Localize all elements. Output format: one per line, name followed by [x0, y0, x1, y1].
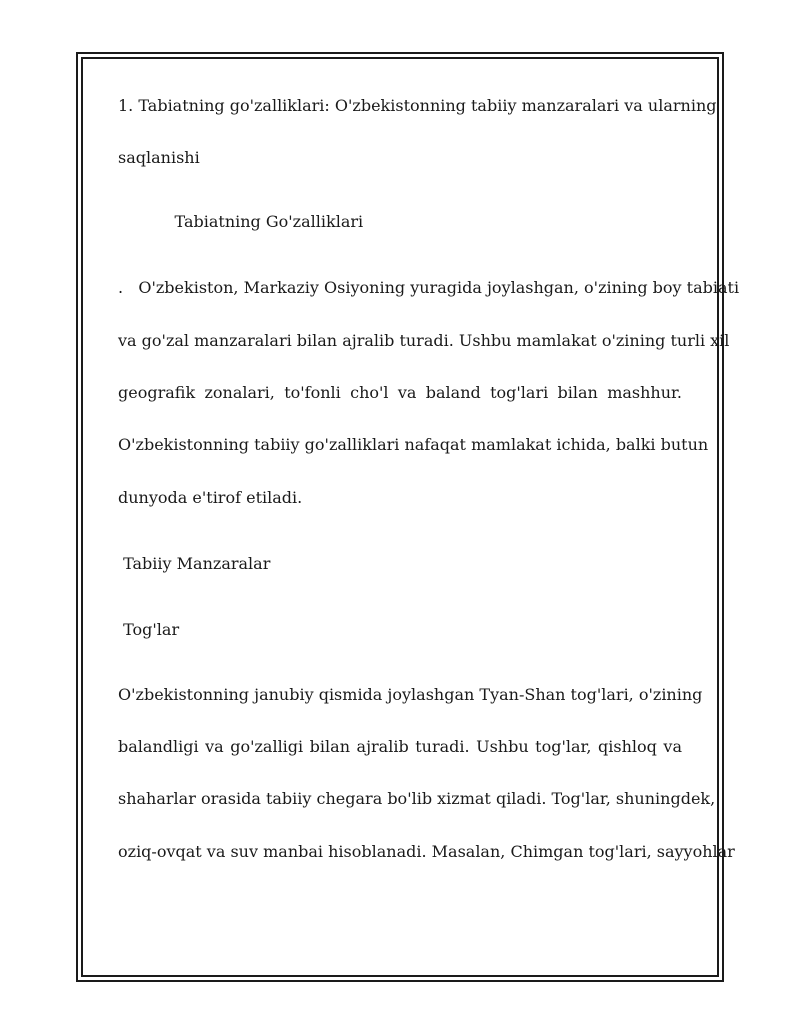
subsection-heading-toglar: Tog'lar [118, 620, 180, 639]
paragraph-2-line-2: balandligi va go'zalligi bilan ajralib turadi. Ushbu tog'lar, qishloq va [118, 737, 682, 756]
paragraph-1-line-1: . O'zbekiston, Markaziy Osiyoning yuragida joylashgan, o'zining boy tabiati [118, 278, 740, 297]
paragraph-1-line-3: geografik zonalari, to'fonli cho'l va baland tog'lari bilan mashhur. [118, 383, 682, 402]
heading-title-line-2: saqlanishi [118, 148, 200, 167]
paragraph-2-line-1: O'zbekistonning janubiy qismida joylashgan Tyan-Shan tog'lari, o'zining [118, 685, 703, 704]
paragraph-1-line-4: O'zbekistonning tabiiy go'zalliklari nafaqat mamlakat ichida, balki butun [118, 435, 709, 454]
heading-title-line-1: 1. Tabiatning go'zalliklari: O'zbekistonning tabiiy manzaralari va ularning [118, 96, 717, 115]
section-heading-tabiatning-gozalliklari: Tabiatning Go'zalliklari [144, 212, 364, 231]
paragraph-2-line-4: oziq-ovqat va suv manbai hisoblanadi. Masalan, Chimgan tog'lari, sayyohlar [118, 842, 735, 861]
paragraph-1-line-5: dunyoda e'tirof etiladi. [118, 488, 303, 507]
paragraph-2-line-3: shaharlar orasida tabiiy chegara bo'lib xizmat qiladi. Tog'lar, shuningdek, [118, 789, 716, 808]
section-heading-tabiiy-manzaralar: Tabiiy Manzaralar [118, 554, 271, 573]
paragraph-1-line-2: va go'zal manzaralari bilan ajralib turadi. Ushbu mamlakat o'zining turli xil [118, 331, 730, 350]
